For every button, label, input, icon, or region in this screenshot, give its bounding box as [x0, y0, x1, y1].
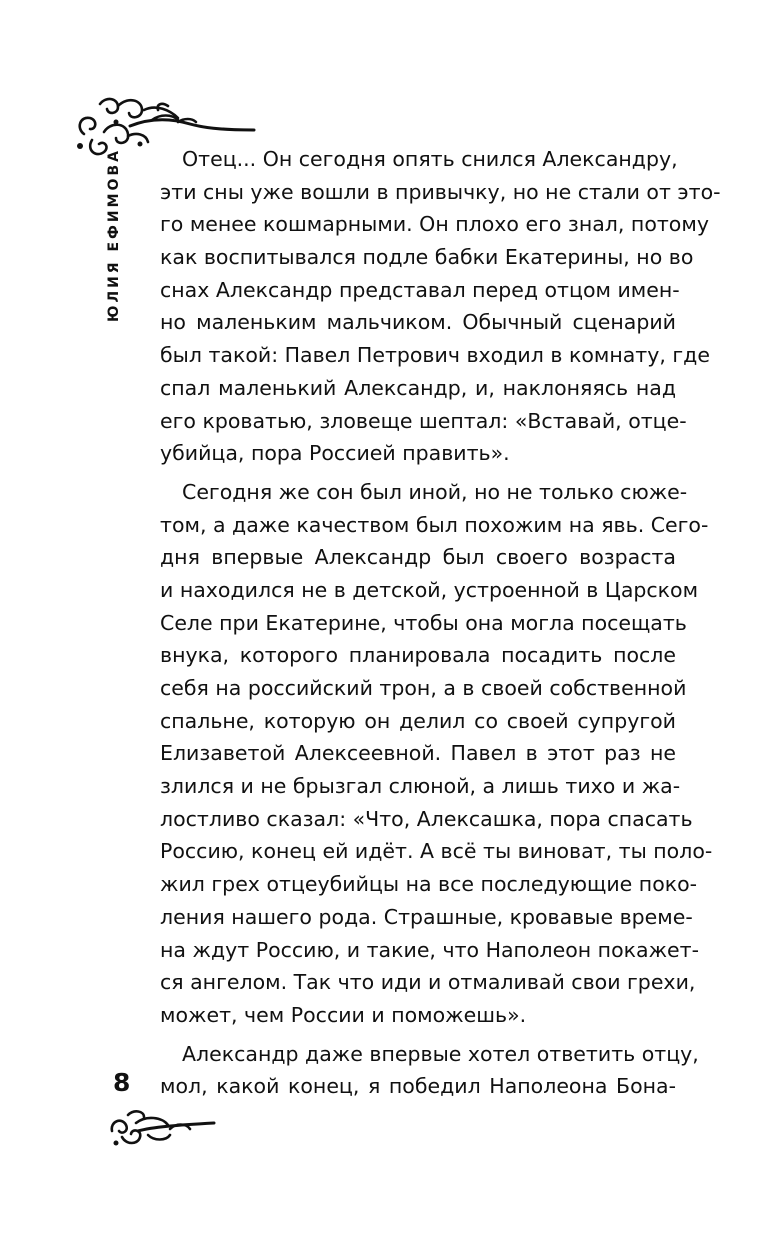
text-line: спальне, которую он делил со своей супругой — [160, 708, 676, 733]
book-text — [160, 143, 721, 1103]
text-line: Елизаветой Алексеевной. Павел в этот раз не — [160, 741, 676, 766]
text-line: Селе при Екатерине, чтобы она могла посещать — [160, 610, 687, 635]
text-line: Россию, конец ей идёт. А всё ты виноват, ты поло- — [160, 839, 713, 864]
paragraph-3 — [160, 1038, 699, 1103]
text-line: Отец... Он сегодня опять снился Александру, — [182, 147, 678, 171]
author-name: ЮЛИЯ ЕФИМОВА — [106, 148, 122, 322]
text-line: на ждут Россию, и такие, что Наполеон покажет- — [160, 937, 699, 962]
running-head-author — [96, 148, 132, 322]
text-line: как воспитывался подле бабки Екатерины, но во — [160, 245, 694, 270]
page-number: 8 — [113, 1068, 131, 1097]
paragraph-2 — [160, 476, 713, 1032]
text-line: и находился не в детской, устроенной в Царском — [160, 577, 699, 602]
text-line: злился и не брызгал слюной, а лишь тихо и жа- — [160, 774, 681, 799]
text-line: том, а даже качеством был похожим на явь. Сего- — [160, 512, 709, 537]
paragraph-1 — [160, 143, 721, 470]
text-line: дня впервые Александр был своего возраста — [160, 545, 676, 570]
text-line: может, чем России и поможешь». — [160, 1002, 527, 1027]
text-line: лостливо сказал: «Что, Алексашка, пора спасать — [160, 806, 693, 831]
text-line: спал маленький Александр, и, наклоняясь над — [160, 375, 676, 400]
text-line: го менее кошмарными. Он плохо его знал, потому — [160, 212, 709, 237]
text-line: мол, какой конец, я победил Наполеона Бона- — [160, 1074, 676, 1099]
text-line: Александр даже впервые хотел ответить отцу, — [182, 1041, 699, 1066]
text-line: снах Александр представал перед отцом имен- — [160, 277, 680, 302]
text-line: был такой: Павел Петрович входил в комнату, где — [160, 343, 710, 368]
text-line: но маленьким мальчиком. Обычный сценарий — [160, 310, 676, 335]
text-line: внука, которого планировала посадить после — [160, 643, 676, 668]
text-line: ления нашего рода. Страшные, кровавые време- — [160, 904, 693, 929]
text-line: убийца, пора Россией править». — [160, 441, 510, 466]
text-line: эти сны уже вошли в привычку, но не стали от это- — [160, 179, 721, 204]
text-line: ся ангелом. Так что иди и отмаливай свои грехи, — [160, 970, 696, 995]
text-line: себя на российский трон, а в своей собственной — [160, 676, 687, 700]
text-line: Сегодня же сон был иной, но не только сюже- — [182, 479, 688, 504]
swirl-ornament-bottom — [108, 1105, 218, 1150]
text-line: жил грех отцеубийцы на все последующие поко- — [160, 872, 698, 897]
text-line: его кроватью, зловеще шептал: «Вставай, отце- — [160, 408, 687, 433]
